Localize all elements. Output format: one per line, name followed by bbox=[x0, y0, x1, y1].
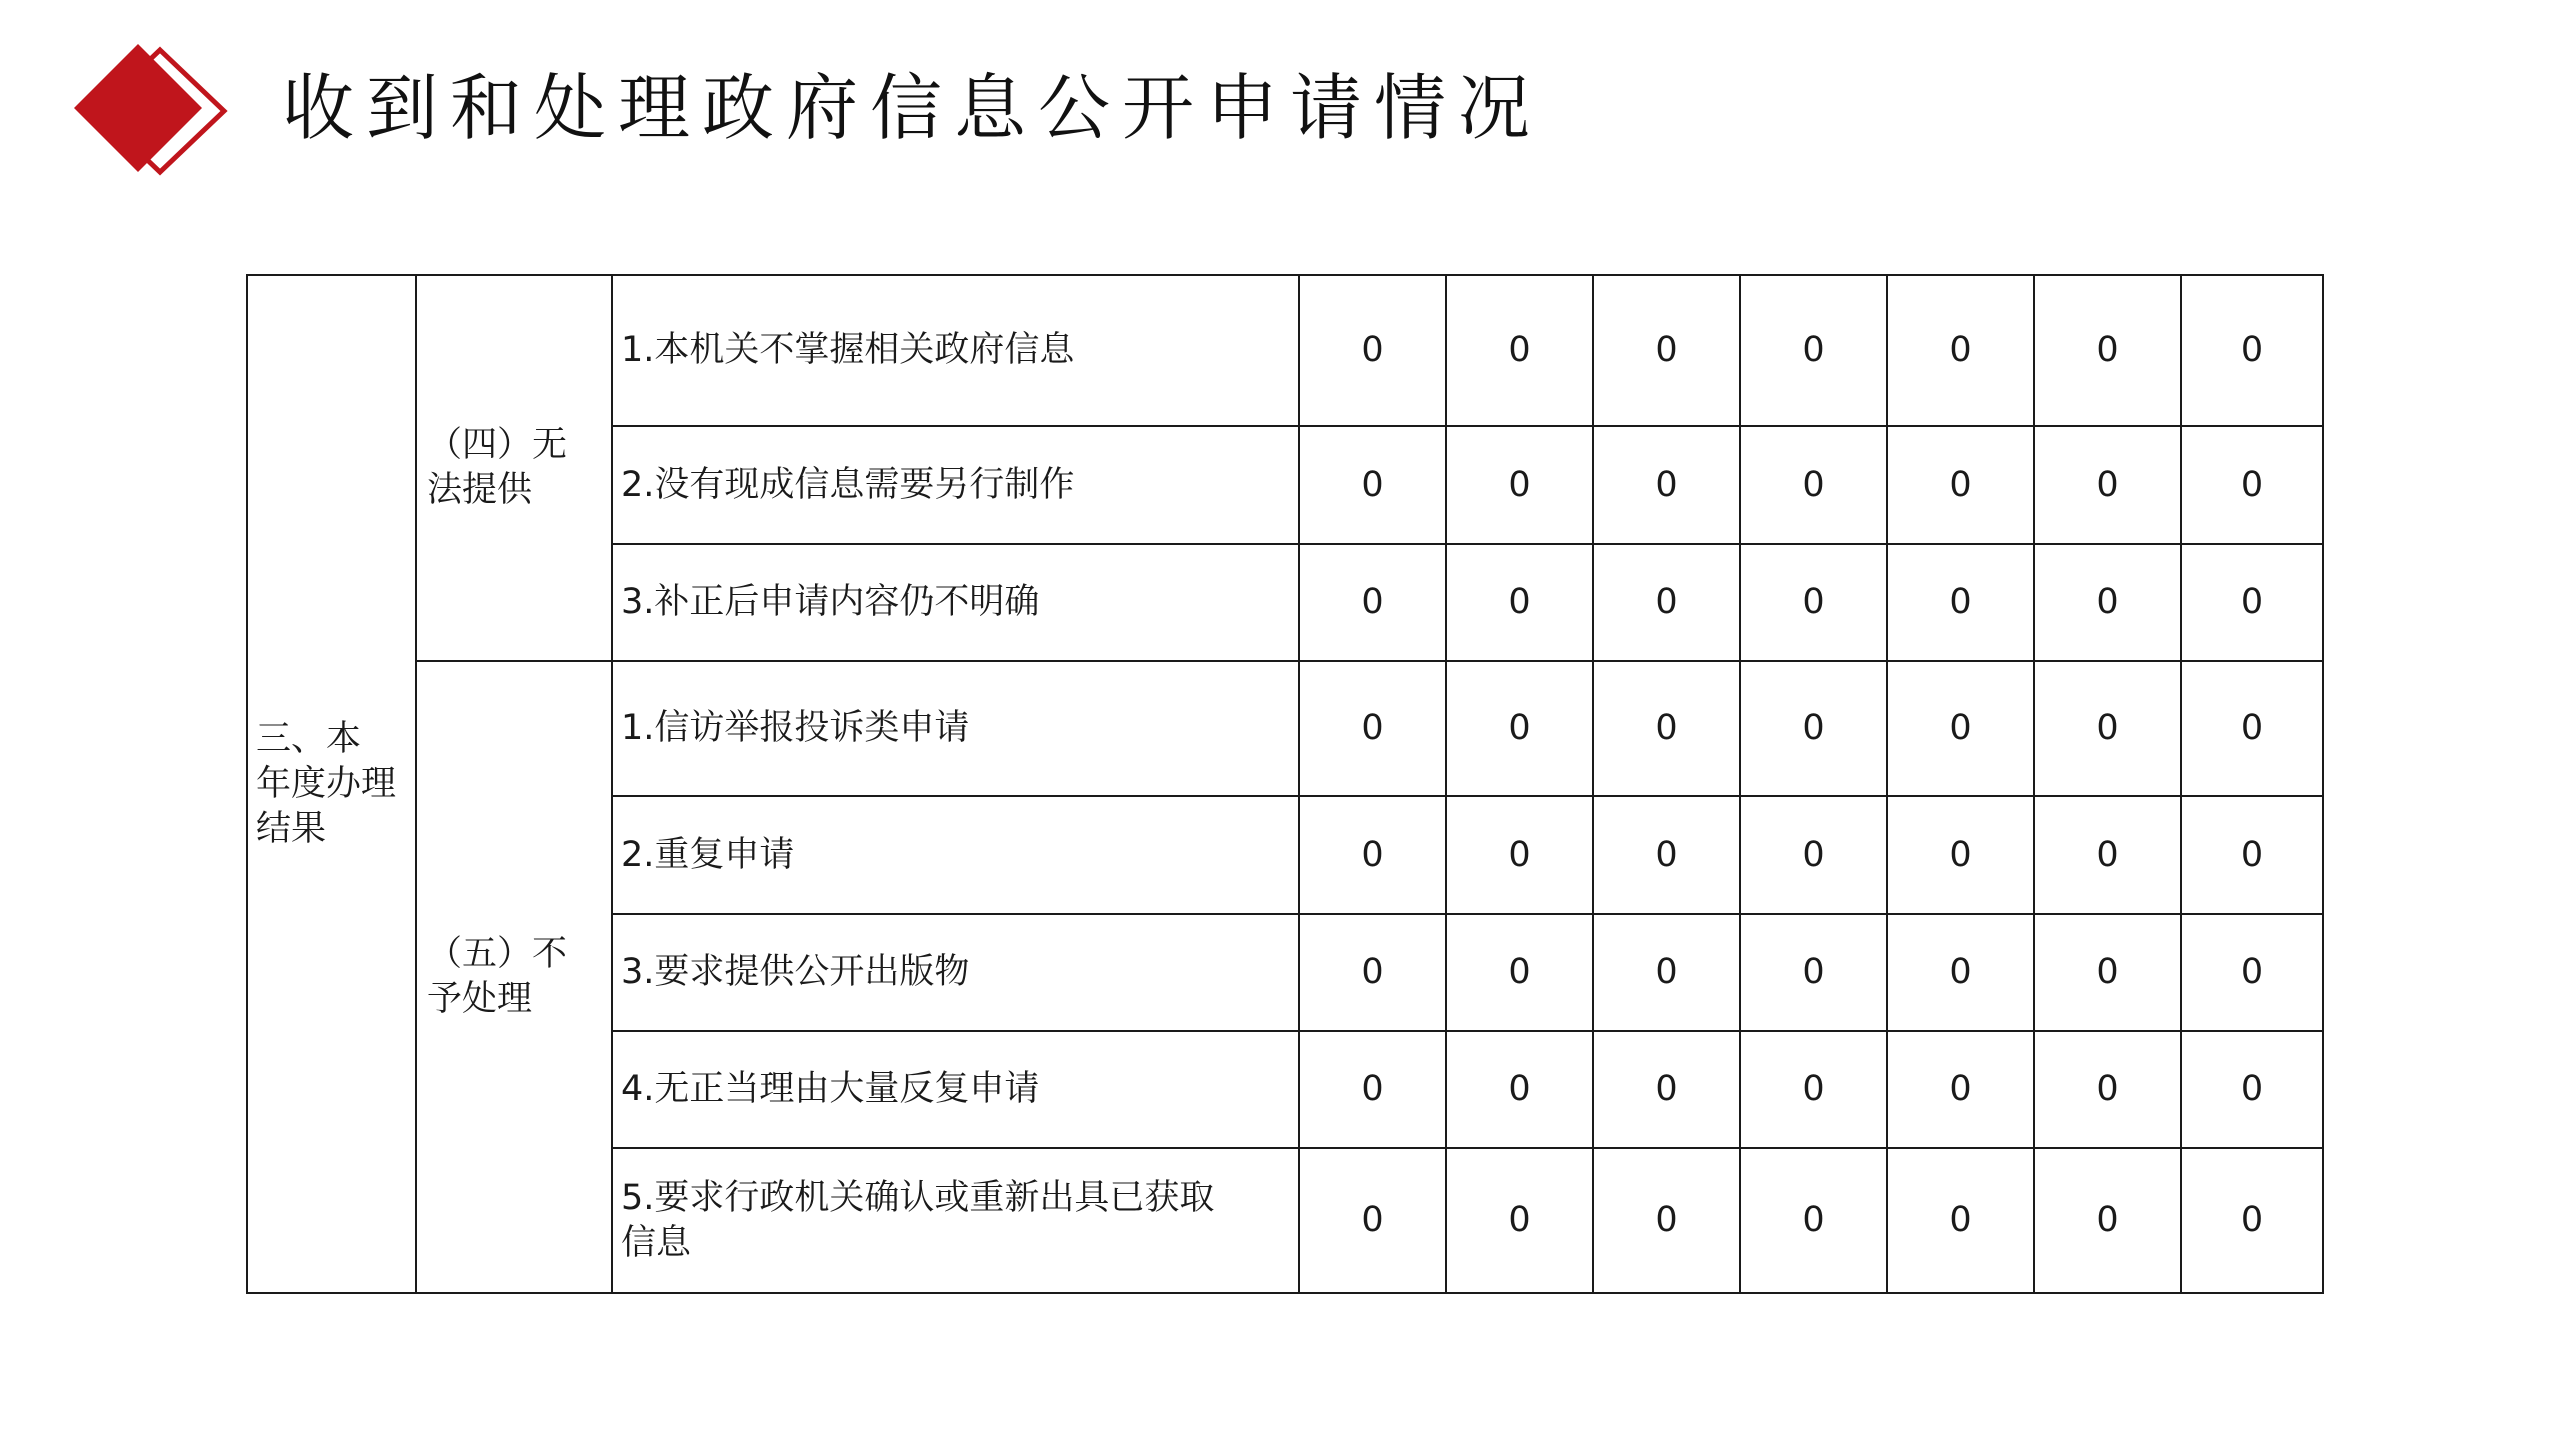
value-text: 0 bbox=[2240, 330, 2264, 370]
value-text: 0 bbox=[1655, 1200, 1678, 1240]
value-cell bbox=[1446, 796, 1593, 914]
value-text: 0 bbox=[1949, 1069, 1972, 1109]
value-cell bbox=[1593, 1148, 1740, 1293]
value-cell bbox=[2034, 661, 2181, 796]
value-cell bbox=[2034, 544, 2181, 661]
value-text: 0 bbox=[1802, 330, 1825, 370]
value-cell bbox=[1446, 1148, 1593, 1293]
value-cell bbox=[1887, 914, 2034, 1031]
value-text: 0 bbox=[1802, 1200, 1825, 1240]
value-text: 0 bbox=[1802, 1069, 1825, 1109]
value-text: 0 bbox=[1655, 834, 1678, 875]
value-text: 0 bbox=[1949, 464, 1972, 505]
value-cell bbox=[2034, 1031, 2181, 1148]
item-label: 1.信访举报投诉类申请 bbox=[621, 708, 970, 748]
value-cell bbox=[1299, 1031, 1446, 1148]
value-cell bbox=[1887, 1148, 2034, 1293]
item-label-cell bbox=[612, 1148, 1299, 1293]
value-cell bbox=[1299, 796, 1446, 914]
item-label: 3.要求提供公开出版物 bbox=[621, 952, 970, 992]
value-cell bbox=[1887, 1031, 2034, 1148]
page-title: 收到和处理政府信息公开申请情况 bbox=[282, 66, 1543, 150]
value-cell bbox=[1299, 661, 1446, 796]
value-text: 0 bbox=[2240, 952, 2264, 992]
value-text: 0 bbox=[1361, 1069, 1384, 1109]
section-label-cell bbox=[247, 275, 416, 1293]
value-text: 0 bbox=[1949, 952, 1972, 992]
value-cell bbox=[1593, 544, 1740, 661]
table-body bbox=[247, 275, 2323, 1293]
group-label: （五）不 予处理 bbox=[427, 934, 568, 1019]
value-cell bbox=[1887, 275, 2034, 426]
item-label-cell bbox=[612, 426, 1299, 544]
group-label-cell bbox=[416, 275, 612, 661]
value-cell bbox=[1887, 661, 2034, 796]
value-text: 0 bbox=[1508, 1200, 1531, 1240]
disposal-results-table bbox=[246, 274, 2324, 1294]
item-label-cell bbox=[612, 275, 1299, 426]
value-text: 0 bbox=[2096, 708, 2119, 748]
value-cell bbox=[1740, 1031, 1887, 1148]
diamond-logo-icon bbox=[74, 44, 254, 179]
value-cell bbox=[1299, 275, 1446, 426]
value-text: 0 bbox=[1361, 464, 1384, 505]
item-label: 3.补正后申请内容仍不明确 bbox=[621, 582, 1040, 622]
value-cell bbox=[1446, 426, 1593, 544]
value-text: 0 bbox=[1361, 330, 1384, 370]
value-cell bbox=[2034, 275, 2181, 426]
value-cell bbox=[1299, 1148, 1446, 1293]
value-cell bbox=[2181, 1148, 2323, 1293]
value-text: 0 bbox=[1802, 708, 1825, 748]
value-cell bbox=[2034, 796, 2181, 914]
value-text: 0 bbox=[1949, 834, 1972, 875]
value-text: 0 bbox=[1508, 464, 1531, 505]
value-cell bbox=[1446, 661, 1593, 796]
value-cell bbox=[1446, 1031, 1593, 1148]
value-text: 0 bbox=[2240, 582, 2264, 622]
value-cell bbox=[2181, 796, 2323, 914]
value-cell bbox=[1740, 914, 1887, 1031]
value-cell bbox=[1299, 426, 1446, 544]
value-cell bbox=[1740, 544, 1887, 661]
value-text: 0 bbox=[1655, 952, 1678, 992]
item-label-cell bbox=[612, 661, 1299, 796]
value-cell bbox=[1887, 426, 2034, 544]
value-text: 0 bbox=[1508, 582, 1531, 622]
item-label: 1.本机关不掌握相关政府信息 bbox=[621, 330, 1075, 370]
value-text: 0 bbox=[2240, 1069, 2264, 1109]
value-text: 0 bbox=[2240, 1200, 2264, 1240]
value-text: 0 bbox=[1508, 1069, 1531, 1109]
value-text: 0 bbox=[1949, 1200, 1972, 1240]
value-cell bbox=[1740, 1148, 1887, 1293]
value-cell bbox=[1740, 661, 1887, 796]
value-cell bbox=[1446, 544, 1593, 661]
value-text: 0 bbox=[2096, 330, 2119, 370]
value-text: 0 bbox=[2240, 464, 2264, 505]
value-cell bbox=[1740, 796, 1887, 914]
value-cell bbox=[1887, 796, 2034, 914]
value-text: 0 bbox=[1949, 330, 1972, 370]
value-text: 0 bbox=[1361, 834, 1384, 875]
value-text: 0 bbox=[1361, 952, 1384, 992]
item-label-cell bbox=[612, 914, 1299, 1031]
item-label: 2.重复申请 bbox=[621, 834, 795, 875]
section-label: 三、本 年度办理 结果 bbox=[256, 718, 397, 849]
value-cell bbox=[2034, 1148, 2181, 1293]
value-text: 0 bbox=[2096, 1200, 2119, 1240]
value-text: 0 bbox=[1802, 952, 1825, 992]
value-cell bbox=[1593, 796, 1740, 914]
value-text: 0 bbox=[2096, 1069, 2119, 1109]
value-cell bbox=[1593, 1031, 1740, 1148]
table-row bbox=[247, 661, 2323, 796]
value-text: 0 bbox=[2240, 834, 2264, 875]
value-text: 0 bbox=[2096, 464, 2119, 505]
value-cell bbox=[1446, 275, 1593, 426]
value-cell bbox=[1299, 544, 1446, 661]
item-label-cell bbox=[612, 796, 1299, 914]
value-cell bbox=[2181, 544, 2323, 661]
value-text: 0 bbox=[1655, 464, 1678, 505]
value-text: 0 bbox=[2096, 952, 2119, 992]
value-cell bbox=[1446, 914, 1593, 1031]
value-text: 0 bbox=[1802, 464, 1825, 505]
value-text: 0 bbox=[1655, 330, 1678, 370]
value-text: 0 bbox=[1508, 708, 1531, 748]
value-cell bbox=[2181, 661, 2323, 796]
value-cell bbox=[1593, 275, 1740, 426]
table-row bbox=[247, 275, 2323, 426]
value-text: 0 bbox=[1361, 708, 1384, 748]
value-text: 0 bbox=[1802, 834, 1825, 875]
value-text: 0 bbox=[2240, 708, 2264, 748]
value-cell bbox=[2034, 914, 2181, 1031]
value-text: 0 bbox=[2096, 834, 2119, 875]
item-label: 2.没有现成信息需要另行制作 bbox=[621, 464, 1075, 505]
group-label: （四）无 法提供 bbox=[427, 425, 568, 510]
item-label: 4.无正当理由大量反复申请 bbox=[621, 1069, 1040, 1109]
value-cell bbox=[1593, 426, 1740, 544]
value-cell bbox=[2181, 426, 2323, 544]
value-text: 0 bbox=[1508, 834, 1531, 875]
item-label-cell bbox=[612, 544, 1299, 661]
value-text: 0 bbox=[1949, 582, 1972, 622]
value-cell bbox=[2181, 1031, 2323, 1148]
value-cell bbox=[1299, 914, 1446, 1031]
value-cell bbox=[1740, 426, 1887, 544]
value-text: 0 bbox=[1361, 582, 1384, 622]
value-text: 0 bbox=[1655, 582, 1678, 622]
value-cell bbox=[2181, 914, 2323, 1031]
value-cell bbox=[1593, 661, 1740, 796]
group-label-cell bbox=[416, 661, 612, 1293]
item-label-cell bbox=[612, 1031, 1299, 1148]
value-text: 0 bbox=[1508, 330, 1531, 370]
value-cell bbox=[1593, 914, 1740, 1031]
item-label: 5.要求行政机关确认或重新出具已获取 信息 bbox=[621, 1177, 1215, 1263]
value-text: 0 bbox=[1655, 708, 1678, 748]
value-text: 0 bbox=[1802, 582, 1825, 622]
value-cell bbox=[1740, 275, 1887, 426]
value-text: 0 bbox=[1361, 1200, 1384, 1240]
value-text: 0 bbox=[1655, 1069, 1678, 1109]
value-text: 0 bbox=[1949, 708, 1972, 748]
value-cell bbox=[2181, 275, 2323, 426]
value-cell bbox=[2034, 426, 2181, 544]
value-text: 0 bbox=[2096, 582, 2119, 622]
value-cell bbox=[1887, 544, 2034, 661]
value-text: 0 bbox=[1508, 952, 1531, 992]
